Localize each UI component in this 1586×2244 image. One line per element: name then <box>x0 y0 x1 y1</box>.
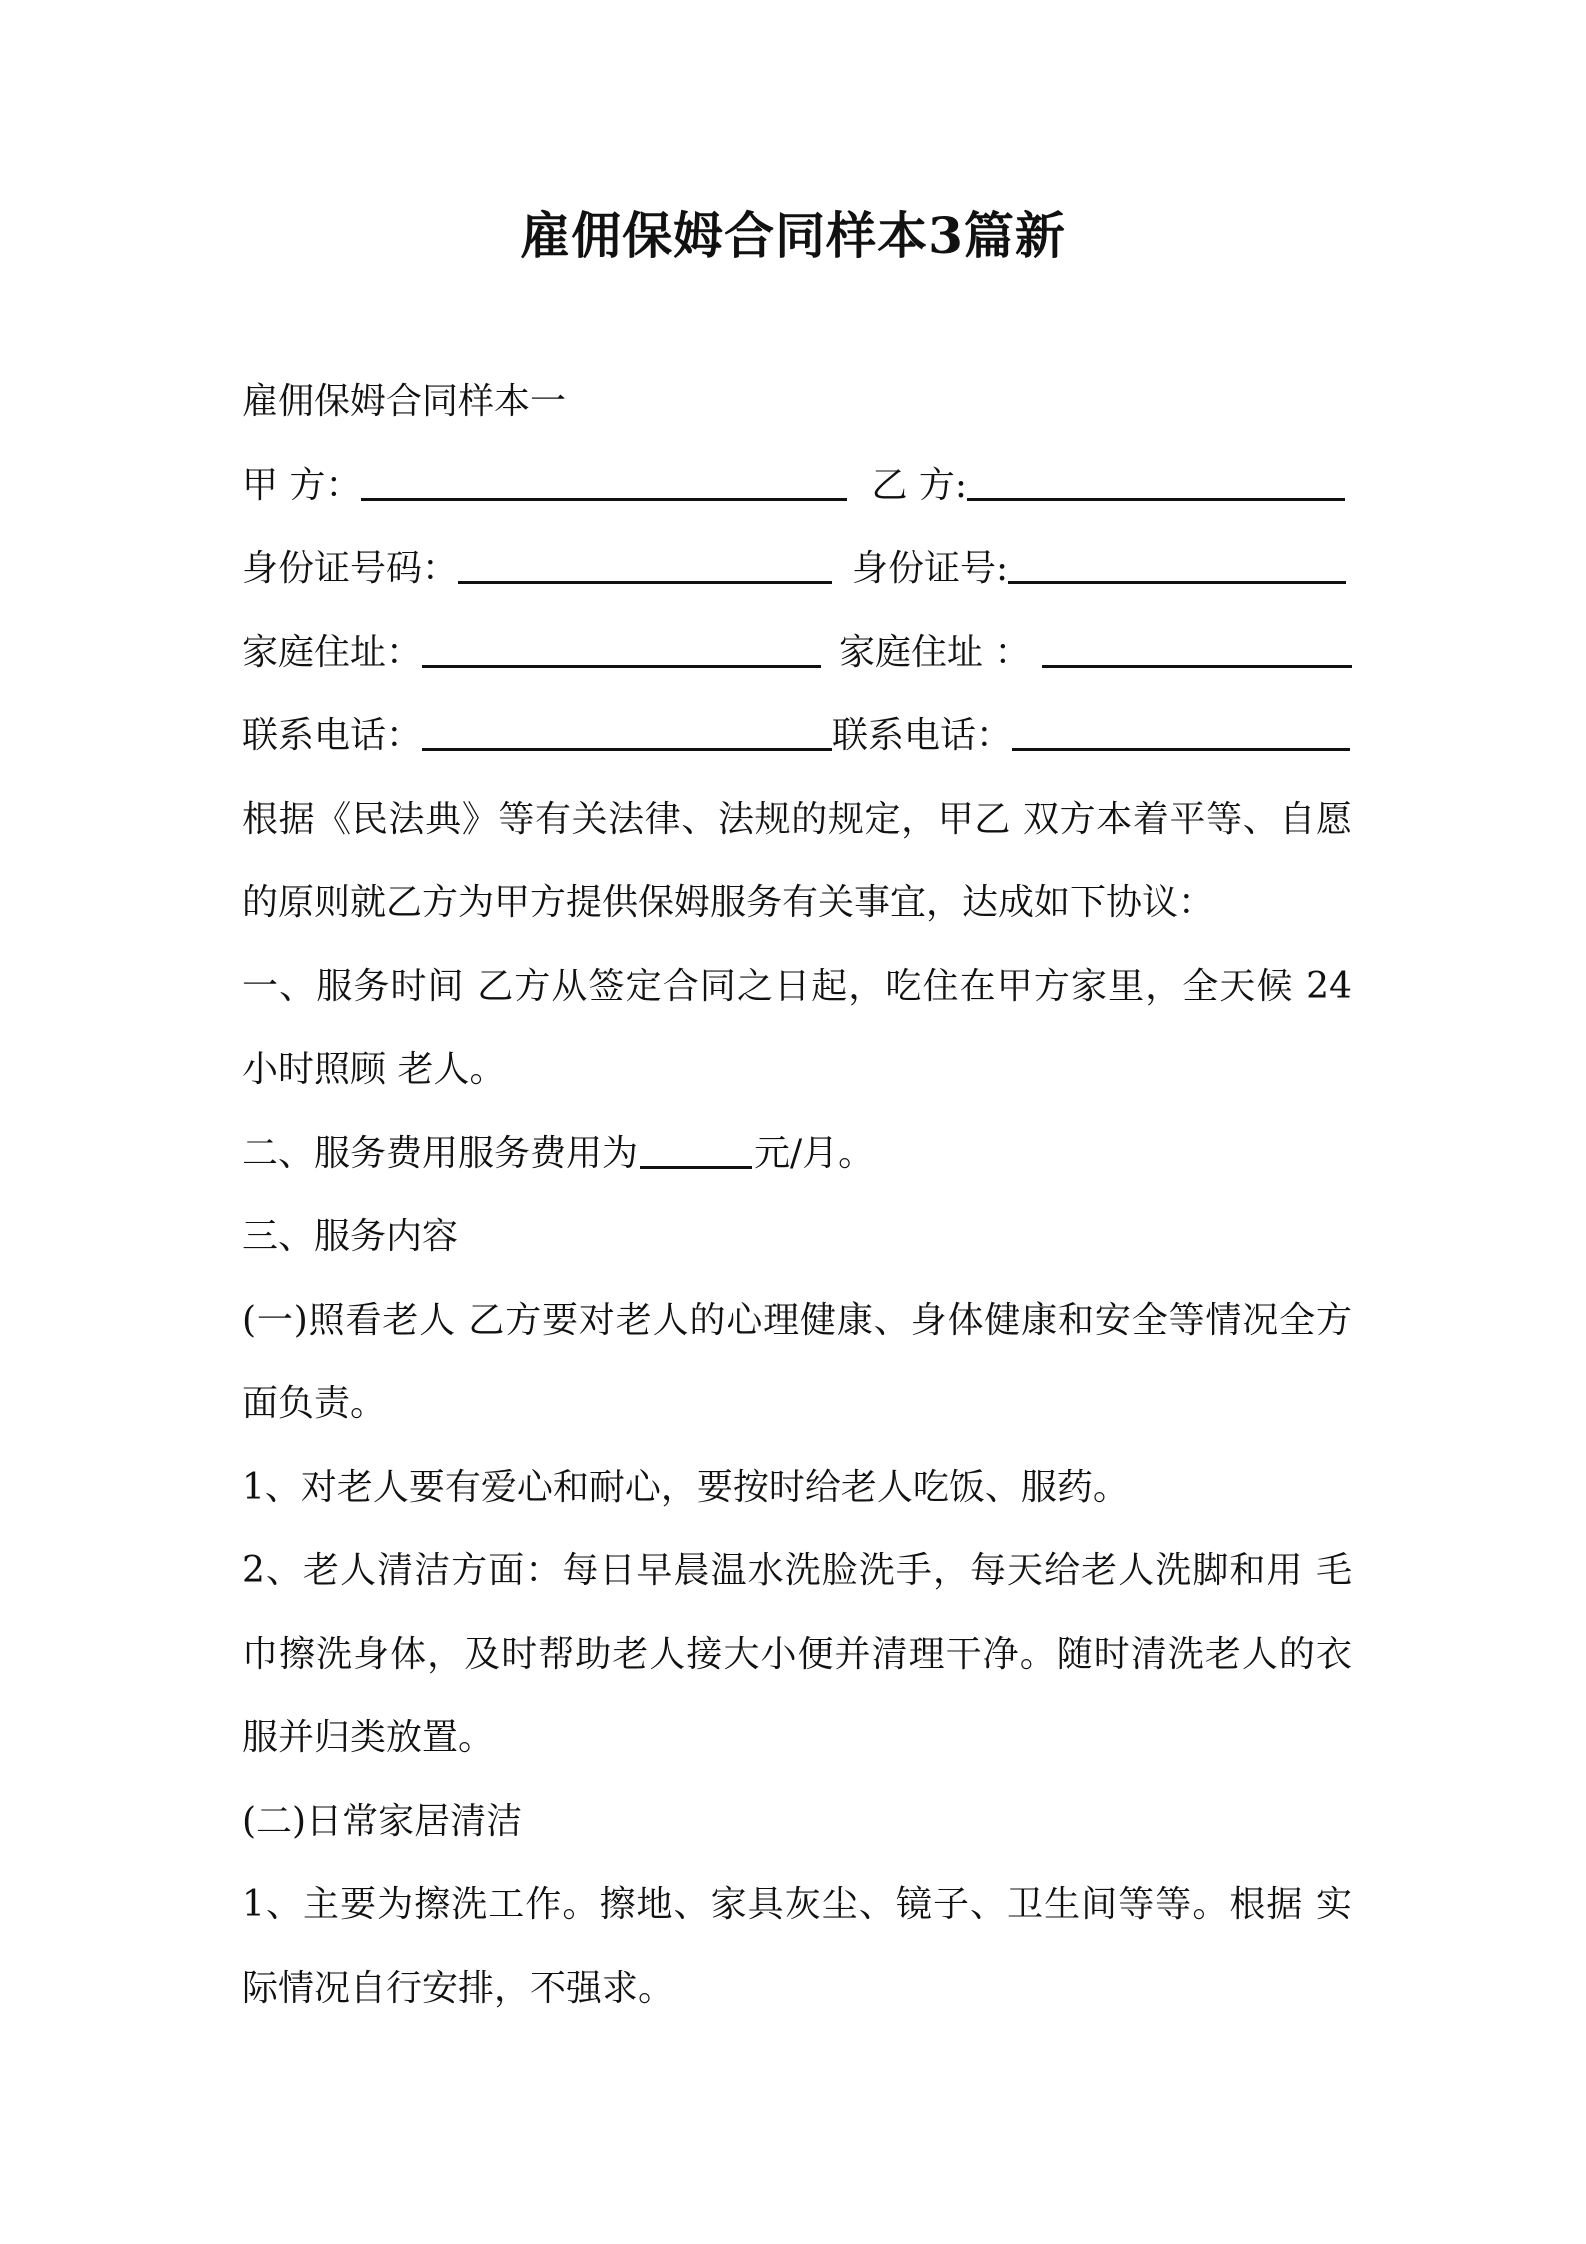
address-a-blank[interactable] <box>422 625 821 668</box>
form-row-phone <box>242 694 1352 778</box>
fee-prefix: 二、服务费用服务费用为 <box>242 1132 639 1174</box>
document-title: 雇佣保姆合同样本3篇新 <box>520 206 1066 265</box>
fee-amount-blank[interactable] <box>640 1130 752 1169</box>
party-b-blank[interactable] <box>967 458 1345 501</box>
form-row-address <box>242 611 1352 695</box>
phone-a-label: 联系电话： <box>242 715 423 756</box>
id-a-blank[interactable] <box>458 541 832 584</box>
address-b-blank[interactable] <box>1042 625 1352 668</box>
item-care-cleaning: 2、老人清洁方面：每日早晨温水洗脸洗手，每天给老人洗脚和用 毛巾擦洗身体，及时帮助老人接大小便并清理干净。随时清洗老人的衣服并归类放置。 <box>242 1550 1352 1758</box>
form-row-id <box>242 527 1352 611</box>
phone-b-blank[interactable] <box>1012 708 1350 751</box>
item-care-patience: 1、对老人要有爱心和耐心，要按时给老人吃饭、服药。 <box>242 1466 1129 1508</box>
party-a-label: 甲 方： <box>242 464 362 506</box>
address-b-label: 家庭住址 ： <box>839 631 1031 673</box>
clause-service-fee <box>242 1112 1352 1196</box>
party-a-blank[interactable] <box>361 458 847 501</box>
section-heading: 雇佣保姆合同样本一 <box>242 381 567 422</box>
clause-service-time: 一、服务时间 乙方从签定合同之日起，吃住在甲方家里，全天候 24小时照顾 老人。 <box>242 965 1352 1090</box>
party-b-label: 乙 方: <box>871 464 968 506</box>
clause-service-content: 三、服务内容 <box>242 1216 459 1257</box>
intro-paragraph: 根据《民法典》等有关法律、法规的规定，甲乙 双方本着平等、自愿的原则就乙方为甲方提供保姆服务有关事宜，达成如下协议： <box>242 798 1352 923</box>
id-b-label: 身份证号: <box>852 548 1009 589</box>
address-a-label: 家庭住址： <box>242 631 423 673</box>
item-housekeeping-cleaning: 1、主要为擦洗工作。擦地、家具灰尘、镜子、卫生间等等。根据 实际情况自行安排，不强求。 <box>242 1884 1352 2009</box>
id-a-label: 身份证号码： <box>242 548 459 589</box>
document-body <box>242 360 1352 2030</box>
phone-b-label: 联系电话： <box>832 715 1013 756</box>
phone-a-blank[interactable] <box>422 708 832 751</box>
form-row-party <box>242 444 1352 528</box>
sub-clause-housekeeping: (二)日常家居清洁 <box>242 1800 523 1842</box>
id-b-blank[interactable] <box>1008 541 1346 584</box>
sub-clause-elderly-care: (一)照看老人 乙方要对老人的心理健康、身体健康和安全等情况全方面负责。 <box>242 1299 1352 1424</box>
fee-suffix: 元/月。 <box>754 1132 875 1174</box>
